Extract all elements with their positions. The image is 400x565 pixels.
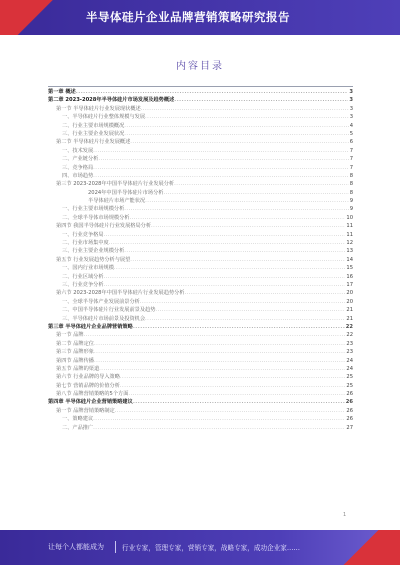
toc-leader-dots (124, 247, 345, 255)
toc-leader-dots (145, 197, 349, 205)
toc-entry-label: 二、行业区域分析 (62, 273, 104, 280)
toc-leader-dots (128, 390, 345, 398)
toc-entry-label: 第二节 半导体硅片行业发展概述 (56, 139, 131, 146)
toc-entry-label: 第八节 品牌营销策略的5个方面 (56, 391, 129, 398)
toc-entry-label: 2024年中国半导体硅片市场分析 (88, 189, 164, 196)
toc-entry-label: 一、技术发展 (62, 147, 94, 154)
toc-entry[interactable] (48, 189, 353, 197)
toc-entry-label: 第四章 半导体硅片企业营销策略建议 (48, 399, 133, 406)
toc-entry-page: 24 (346, 365, 353, 372)
toc-entry-label: 半导体硅片市场产能状况 (88, 198, 146, 205)
toc-entry-label: 第六节 2023-2028年中国半导体硅片行业发展趋势分析 (56, 290, 185, 297)
toc-leader-dots (124, 130, 348, 138)
toc-entry-page: 15 (346, 265, 353, 272)
toc-leader-dots (94, 340, 345, 348)
footer-red-accent (340, 530, 400, 565)
toc-entry-page: 4 (349, 122, 353, 129)
toc-entry-label: 三、行业竞争分析 (62, 281, 104, 288)
toc-leader-dots (76, 88, 349, 96)
toc-leader-dots (94, 348, 345, 356)
toc-leader-dots (120, 373, 345, 381)
toc-entry-label: 第六节 行业品牌的导入策略 (56, 374, 120, 381)
toc-entry-page: 9 (349, 206, 353, 213)
toc-entry-label: 一、行业主要市场规模分析 (62, 206, 125, 213)
toc-entry-page: 7 (349, 147, 353, 154)
toc-entry[interactable] (48, 424, 353, 432)
toc-entry-label: 四、市场趋势 (62, 172, 94, 179)
footer-divider (115, 541, 116, 553)
toc-entry-page: 23 (346, 340, 353, 347)
toc-leader-dots (93, 415, 345, 423)
toc-entry-label: 二、中国半导体硅片行业发展前景及趋势 (62, 307, 156, 314)
toc-leader-dots (174, 96, 348, 104)
toc-entry[interactable] (48, 239, 353, 247)
toc-leader-dots (93, 147, 349, 155)
toc-leader-dots (140, 298, 346, 306)
toc-entry-page: 26 (345, 399, 353, 406)
toc-entry-page: 22 (345, 323, 353, 330)
toc-entry-label: 一、全球半导体产业发展前景分析 (62, 298, 140, 305)
toc-entry-label: 二、行业主要市场规模概况 (62, 122, 125, 129)
toc-leader-dots (133, 323, 345, 331)
toc-entry[interactable] (48, 398, 353, 406)
toc-leader-dots (129, 214, 345, 222)
toc-entry[interactable] (48, 247, 353, 255)
toc-entry-label: 第一章 概述 (48, 89, 76, 95)
toc-entry-page: 26 (346, 416, 353, 423)
toc-entry-label: 三、行业主要企业规模分析 (62, 248, 125, 255)
toc-leader-dots (124, 122, 348, 130)
toc-leader-dots (130, 256, 345, 264)
toc-entry-page: 3 (349, 105, 353, 112)
toc-entry-page: 7 (349, 164, 353, 171)
toc-entry-page: 8 (349, 172, 353, 179)
toc-entry-label: 三、竞争格局 (62, 164, 94, 171)
toc-entry-page: 27 (346, 424, 353, 431)
toc-entry[interactable] (48, 373, 353, 381)
table-of-contents (48, 88, 353, 432)
toc-entry-label: 三、半导体硅片市场前景及投资机会 (62, 315, 146, 322)
toc-entry[interactable] (48, 214, 353, 222)
toc-entry[interactable] (48, 382, 353, 390)
toc-entry-page: 11 (346, 223, 353, 230)
toc-leader-dots (141, 105, 349, 113)
toc-entry-label: 一、半导体硅片行业整体规模与发展 (62, 114, 146, 121)
toc-entry[interactable] (48, 340, 353, 348)
toc-entry[interactable] (48, 147, 353, 155)
toc-leader-dots (93, 172, 349, 180)
toc-entry-page: 23 (346, 349, 353, 356)
toc-entry-page: 8 (349, 189, 353, 196)
toc-entry[interactable] (48, 180, 353, 188)
toc-entry-page: 9 (349, 198, 353, 205)
toc-leader-dots (163, 189, 348, 197)
toc-leader-dots (145, 315, 345, 323)
toc-entry[interactable] (48, 197, 353, 205)
toc-entry[interactable] (48, 130, 353, 138)
toc-entry-label: 第三章 半导体硅片企业品牌营销策略 (48, 323, 133, 330)
toc-entry-label: 第五节 品牌的渠道 (56, 365, 100, 372)
toc-entry-label: 第七节 营销品牌的价值分析 (56, 382, 120, 389)
toc-entry-page: 21 (346, 315, 353, 322)
toc-entry-page: 24 (346, 357, 353, 364)
toc-leader-dots (151, 222, 345, 230)
toc-entry-page: 20 (346, 290, 353, 297)
toc-leader-dots (185, 289, 346, 297)
toc-leader-dots (124, 205, 348, 213)
toc-leader-dots (155, 306, 345, 314)
toc-entry-label: 第四节 我国半导体硅片行业发展格局分析 (56, 223, 152, 230)
toc-entry-page: 12 (346, 240, 353, 247)
toc-entry-label: 第五节 行业发展趋势分析与展望 (56, 256, 131, 263)
toc-entry-page: 26 (346, 407, 353, 414)
toc-entry[interactable] (48, 289, 353, 297)
toc-leader-dots (114, 264, 346, 272)
toc-leader-dots (104, 273, 346, 281)
toc-heading: 内容目录 (176, 61, 224, 72)
toc-entry-page: 22 (346, 332, 353, 339)
toc-entry-label: 第四节 品牌传播 (56, 357, 94, 364)
toc-leader-dots (174, 180, 349, 188)
toc-entry-label: 二、全球半导体市场规模分析 (62, 214, 130, 221)
toc-leader-dots (99, 365, 345, 373)
toc-entry-page: 21 (346, 307, 353, 314)
toc-entry[interactable] (48, 315, 353, 323)
toc-entry[interactable] (48, 407, 353, 415)
toc-leader-dots (115, 407, 346, 415)
toc-entry-label: 一、行业竞争格局 (62, 231, 104, 238)
toc-leader-dots (109, 239, 346, 247)
toc-divider (48, 86, 353, 87)
footer-tagline: 行业专家，管理专家，营销专家，战略专家，成功企业家…… (122, 544, 301, 552)
toc-entry-page: 17 (346, 281, 353, 288)
toc-entry[interactable] (48, 105, 353, 113)
toc-entry[interactable] (48, 205, 353, 213)
toc-entry-label: 二、产品推广 (62, 424, 94, 431)
toc-entry-page: 3 (349, 89, 353, 95)
toc-entry-page: 10 (346, 214, 353, 221)
toc-entry[interactable] (48, 306, 353, 314)
toc-entry-label: 一、策略建议 (62, 416, 94, 423)
toc-entry-page: 7 (349, 156, 353, 163)
toc-leader-dots (133, 398, 345, 406)
toc-entry-label: 第三节 品牌形象 (56, 349, 94, 356)
toc-entry[interactable] (48, 96, 353, 104)
toc-entry[interactable] (48, 138, 353, 146)
toc-entry-page: 8 (349, 181, 353, 188)
toc-entry-label: 第一节 品牌营销策略制定 (56, 407, 115, 414)
toc-entry-page: 25 (346, 382, 353, 389)
toc-entry[interactable] (48, 415, 353, 423)
toc-leader-dots (93, 164, 349, 172)
toc-leader-dots (120, 382, 345, 390)
toc-entry-page: 14 (346, 256, 353, 263)
toc-entry[interactable] (48, 172, 353, 180)
toc-entry[interactable] (48, 331, 353, 339)
toc-entry-page: 13 (346, 248, 353, 255)
page-number: 1 (343, 512, 347, 518)
toc-entry-page: 20 (346, 298, 353, 305)
toc-entry-label: 第二章 2023-2028年半导体硅片市场发展及趋势概述 (48, 97, 175, 104)
toc-entry[interactable] (48, 281, 353, 289)
toc-entry[interactable] (48, 256, 353, 264)
toc-entry[interactable] (48, 273, 353, 281)
toc-entry[interactable] (48, 323, 353, 331)
footer-slogan: 让每个人都能成为 (48, 543, 104, 551)
toc-leader-dots (94, 357, 345, 365)
toc-entry[interactable] (48, 298, 353, 306)
toc-leader-dots (98, 155, 348, 163)
toc-entry[interactable] (48, 264, 353, 272)
toc-entry[interactable] (48, 222, 353, 230)
toc-entry-label: 第二节 品牌定位 (56, 340, 94, 347)
toc-entry-page: 11 (346, 231, 353, 238)
toc-leader-dots (93, 424, 345, 432)
toc-entry[interactable] (48, 164, 353, 172)
toc-entry-page: 16 (346, 273, 353, 280)
toc-entry-page: 26 (346, 391, 353, 398)
header (0, 0, 400, 35)
toc-entry-label: 第一节 品牌 (56, 332, 84, 339)
toc-entry-label: 三、行业主要企业发展状况 (62, 130, 125, 137)
report-title: 半导体硅片企业品牌营销策略研究报告 (86, 10, 290, 24)
toc-entry-page: 6 (349, 139, 353, 146)
toc-leader-dots (104, 231, 346, 239)
header-red-accent (0, 0, 60, 35)
toc-leader-dots (104, 281, 346, 289)
toc-entry[interactable] (48, 88, 353, 96)
toc-leader-dots (84, 331, 346, 339)
toc-entry[interactable] (48, 390, 353, 398)
toc-entry[interactable] (48, 357, 353, 365)
toc-entry[interactable] (48, 113, 353, 121)
toc-entry-label: 第一节 半导体硅片行业发展现状概述 (56, 105, 141, 112)
toc-leader-dots (145, 113, 349, 121)
toc-leader-dots (130, 138, 348, 146)
toc-entry[interactable] (48, 348, 353, 356)
toc-entry-label: 二、行业市场集中度 (62, 240, 109, 247)
toc-entry-page: 3 (349, 97, 353, 104)
toc-entry-page: 25 (346, 374, 353, 381)
toc-entry[interactable] (48, 365, 353, 373)
toc-entry-label: 二、产业链分析 (62, 156, 99, 163)
toc-entry[interactable] (48, 231, 353, 239)
toc-entry-label: 第三节 2023-2028年中国半导体硅片行业发展分析 (56, 181, 175, 188)
toc-entry-label: 一、国内行业市场规模 (62, 265, 114, 272)
toc-entry[interactable] (48, 122, 353, 130)
toc-entry-page: 3 (349, 114, 353, 121)
toc-entry-page: 5 (349, 130, 353, 137)
toc-entry[interactable] (48, 155, 353, 163)
